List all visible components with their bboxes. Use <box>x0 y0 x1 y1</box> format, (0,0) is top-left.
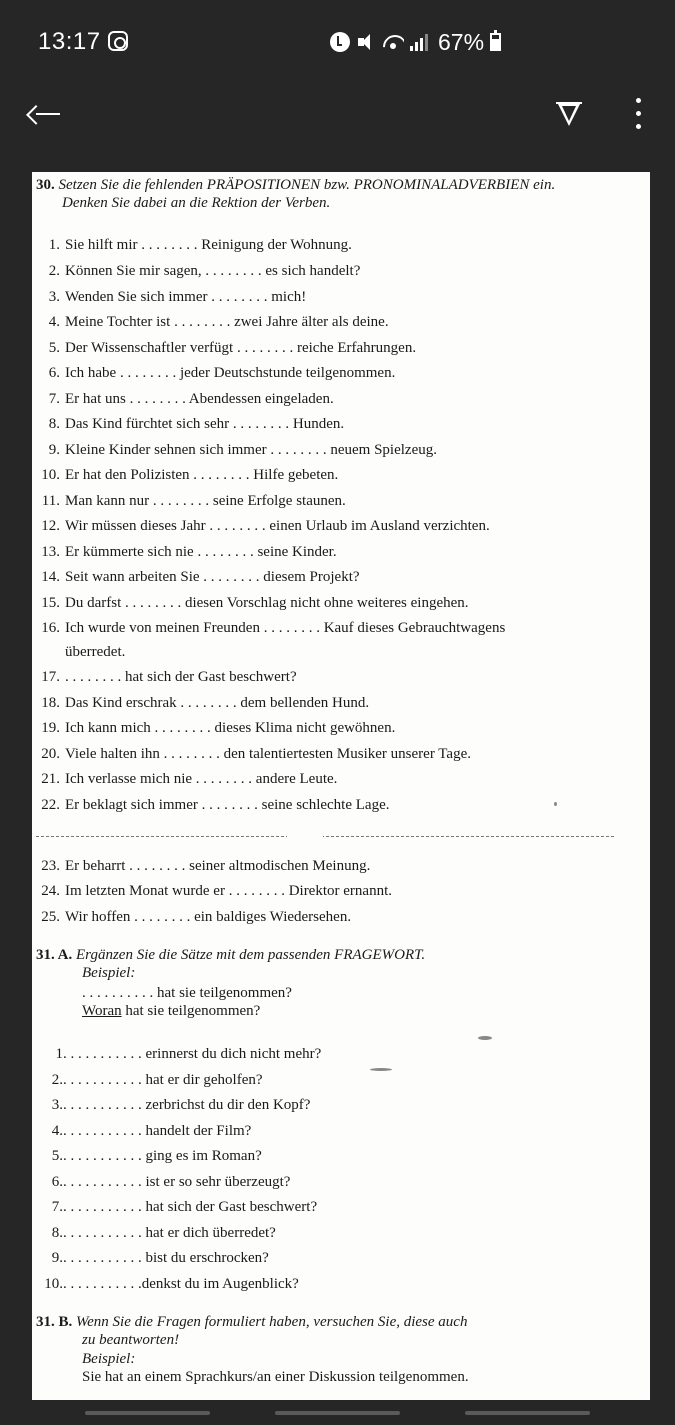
item-number: 10. <box>41 467 60 483</box>
exercise-item <box>36 568 360 586</box>
item-text: . . . . . . . . . . .denkst du im Augenblick? <box>63 1276 299 1292</box>
item-number: 8. <box>48 416 60 432</box>
item-text: Viele halten ihn . . . . . . . . den talentiertesten Musiker unserer Tage. <box>65 746 471 762</box>
example-label <box>82 964 135 982</box>
item-text: . . . . . . . . . . . handelt der Film? <box>63 1123 252 1139</box>
nav-recent-button[interactable] <box>85 1411 210 1415</box>
item-text: . . . . . . . . . . . erinnerst du dich nicht mehr? <box>63 1046 322 1062</box>
exercise-30-heading <box>36 176 555 212</box>
item-text: Er beklagt sich immer . . . . . . . . seine schlechte Lage. <box>65 797 390 813</box>
exercise-item <box>36 770 337 788</box>
item-number: 19. <box>41 720 60 736</box>
item-number: 1 <box>55 1046 63 1062</box>
alarm-icon <box>330 32 350 52</box>
item-number: 25. <box>41 909 60 925</box>
exercise-31b-heading <box>36 1313 467 1331</box>
exercise-item <box>36 694 369 712</box>
item-text: Er hat uns . . . . . . . . Abendessen eingeladen. <box>65 391 334 407</box>
item-text: Er kümmerte sich nie . . . . . . . . seine Kinder. <box>65 544 337 560</box>
question-item <box>42 1198 317 1216</box>
item-number: 3. <box>51 1097 63 1113</box>
exercise-31b-title-cont: zu beantworten! <box>82 1332 180 1348</box>
document-page <box>32 172 650 1400</box>
item-number: 5. <box>51 1148 63 1164</box>
exercise-item <box>36 262 360 280</box>
exercise-subtitle: Denken Sie dabei an die Rektion der Verben. <box>62 195 331 211</box>
more-vertical-icon[interactable] <box>627 96 651 132</box>
item-text: . . . . . . . . . . . bist du erschrocken? <box>63 1250 269 1266</box>
exercise-item <box>36 668 297 686</box>
exercise-item <box>36 908 351 926</box>
question-item <box>42 1071 263 1089</box>
item-number: 6. <box>48 365 60 381</box>
exercise-item <box>36 745 471 763</box>
example-label <box>82 1350 135 1368</box>
exercise-item <box>36 492 346 510</box>
exercise-item <box>36 288 306 306</box>
item-number: 10. <box>44 1276 63 1292</box>
example-label-text: Beispiel: <box>82 1351 136 1367</box>
example-question: . . . . . . . . . . hat sie teilgenommen? <box>82 985 292 1001</box>
exercise-number: 31. B. <box>36 1314 73 1330</box>
item-number: 22. <box>41 797 60 813</box>
question-item <box>42 1122 251 1140</box>
item-number: 12. <box>41 518 60 534</box>
exercise-item <box>36 313 389 331</box>
exercise-item <box>36 594 469 612</box>
item-number: 13. <box>41 544 60 560</box>
example-answer-word: Woran <box>82 1003 122 1019</box>
mute-icon <box>356 32 376 52</box>
item-number: 2. <box>51 1072 63 1088</box>
exercise-item <box>36 796 389 814</box>
item-text: Kleine Kinder sehnen sich immer . . . . . . . . neuem Spielzeug. <box>65 442 437 458</box>
page-divider <box>36 836 614 837</box>
item-text: überredet. <box>65 644 126 660</box>
item-text: . . . . . . . . . . . ging es im Roman? <box>63 1148 262 1164</box>
item-text: Das Kind erschrak . . . . . . . . dem bellenden Hund. <box>65 695 370 711</box>
example-answer-rest: hat sie teilgenommen? <box>121 1003 261 1019</box>
question-item <box>42 1147 262 1165</box>
item-number: 21. <box>41 771 60 787</box>
wifi-icon <box>382 33 404 51</box>
item-text: Ich wurde von meinen Freunden . . . . . . . . Kauf dieses Gebrauchtwagens <box>65 620 506 636</box>
item-number: 5. <box>48 340 60 356</box>
system-nav-bar <box>0 1400 675 1425</box>
battery-percent: 67% <box>438 28 485 55</box>
item-number: 2. <box>48 263 60 279</box>
exercise-item <box>36 643 125 661</box>
exercise-item <box>36 543 337 561</box>
exercise-item <box>36 466 338 484</box>
back-arrow-icon[interactable] <box>28 94 68 134</box>
item-number: 20. <box>41 746 60 762</box>
exercise-31a-heading <box>36 946 425 964</box>
item-number: 3. <box>48 289 60 305</box>
item-text: Du darfst . . . . . . . . diesen Vorschlag nicht ohne weiteres eingehen. <box>65 595 469 611</box>
item-text: . . . . . . . . . . . hat sich der Gast beschwert? <box>63 1199 318 1215</box>
item-number: 11. <box>41 493 60 509</box>
status-bar <box>0 0 675 80</box>
item-text: . . . . . . . . . . . zerbrichst du dir den Kopf? <box>63 1097 311 1113</box>
example-answer <box>82 1002 260 1020</box>
exercise-title: Ergänzen Sie die Sätze mit dem passenden FRAGEWORT. <box>76 947 426 963</box>
exercise-title: Setzen Sie die fehlenden PRÄPOSITIONEN bzw. PRONOMINALADVERBIEN ein. <box>58 177 556 193</box>
item-number: 8. <box>51 1225 63 1241</box>
item-text: Der Wissenschaftler verfügt . . . . . . . . reiche Erfahrungen. <box>65 340 417 356</box>
item-text: Seit wann arbeiten Sie . . . . . . . . diesem Projekt? <box>65 569 360 585</box>
item-number: 9. <box>48 442 60 458</box>
question-item <box>42 1173 290 1191</box>
question-item <box>42 1045 321 1063</box>
app-toolbar <box>0 80 675 160</box>
nav-back-button[interactable] <box>465 1411 590 1415</box>
item-number: 9. <box>51 1250 63 1266</box>
item-text: Ich habe . . . . . . . . jeder Deutschstunde teilgenommen. <box>65 365 396 381</box>
exercise-item <box>36 441 437 459</box>
exercise-title: Wenn Sie die Fragen formuliert haben, versuchen Sie, diese auch <box>76 1314 468 1330</box>
item-number: 23. <box>41 858 60 874</box>
example-answer: Sie hat an einem Sprachkurs/an einer Diskussion teilgenommen. <box>82 1369 469 1385</box>
scan-speck <box>478 1036 492 1040</box>
question-item <box>42 1096 310 1114</box>
exercise-item <box>36 857 370 875</box>
item-number: 17. <box>41 669 60 685</box>
item-number: 15. <box>41 595 60 611</box>
battery-icon <box>490 33 501 51</box>
item-text: Sie hilft mir . . . . . . . . Reinigung der Wohnung. <box>65 237 352 253</box>
item-number: 6. <box>51 1174 63 1190</box>
exercise-item <box>36 364 395 382</box>
item-text: Im letzten Monat wurde er . . . . . . . . Direktor ernannt. <box>65 883 392 899</box>
item-number: 4. <box>48 314 60 330</box>
item-number: 1. <box>48 237 60 253</box>
item-number: 16. <box>41 620 60 636</box>
highlighter-icon[interactable] <box>552 94 592 134</box>
item-text: Meine Tochter ist . . . . . . . . zwei Jahre älter als deine. <box>65 314 389 330</box>
item-text: . . . . . . . . . . . ist er so sehr überzeugt? <box>63 1174 291 1190</box>
question-item <box>42 1224 276 1242</box>
exercise-item <box>36 415 344 433</box>
item-text: Er beharrt . . . . . . . . seiner altmodischen Meinung. <box>65 858 371 874</box>
item-number: 14. <box>41 569 60 585</box>
item-text: Können Sie mir sagen, . . . . . . . . es sich handelt? <box>65 263 361 279</box>
exercise-item <box>36 339 416 357</box>
scan-speck <box>554 802 557 806</box>
item-text: Wir hoffen . . . . . . . . ein baldiges Wiedersehen. <box>65 909 352 925</box>
system-icons <box>330 30 501 54</box>
exercise-item <box>36 882 392 900</box>
item-number: 7. <box>51 1199 63 1215</box>
signal-icon <box>410 33 428 51</box>
question-item <box>42 1249 269 1267</box>
exercise-item <box>36 719 395 737</box>
question-item <box>42 1275 299 1293</box>
exercise-number: 30. <box>36 177 55 193</box>
exercise-number: 31. A. <box>36 947 73 963</box>
item-text: . . . . . . . . hat sich der Gast beschwert? <box>65 669 297 685</box>
item-text: . . . . . . . . . . . hat er dir geholfen? <box>63 1072 263 1088</box>
exercise-item <box>36 619 505 637</box>
item-number: 18. <box>41 695 60 711</box>
item-text: . . . . . . . . . . . hat er dich überredet? <box>63 1225 276 1241</box>
item-number: 4. <box>51 1123 63 1139</box>
item-number: 7. <box>48 391 60 407</box>
example-label-text: Beispiel: <box>82 965 136 981</box>
item-text: Ich kann mich . . . . . . . . dieses Klima nicht gewöhnen. <box>65 720 396 736</box>
exercise-item <box>36 236 352 254</box>
exercise-item <box>36 390 334 408</box>
item-text: Das Kind fürchtet sich sehr . . . . . . . . Hunden. <box>65 416 345 432</box>
item-number: 24. <box>41 883 60 899</box>
item-text: Er hat den Polizisten . . . . . . . . Hilfe gebeten. <box>65 467 339 483</box>
camera-icon <box>108 31 128 51</box>
item-text: Wenden Sie sich immer . . . . . . . . mich! <box>65 289 307 305</box>
exercise-item <box>36 517 490 535</box>
nav-home-button[interactable] <box>275 1411 400 1415</box>
item-text: Wir müssen dieses Jahr . . . . . . . . einen Urlaub im Ausland verzichten. <box>65 518 490 534</box>
clock: 13:17 <box>38 28 101 55</box>
divider-gap <box>287 832 323 840</box>
scan-speck <box>370 1068 392 1071</box>
item-text: Man kann nur . . . . . . . . seine Erfolge staunen. <box>65 493 346 509</box>
item-text: Ich verlasse mich nie . . . . . . . . andere Leute. <box>65 771 338 787</box>
